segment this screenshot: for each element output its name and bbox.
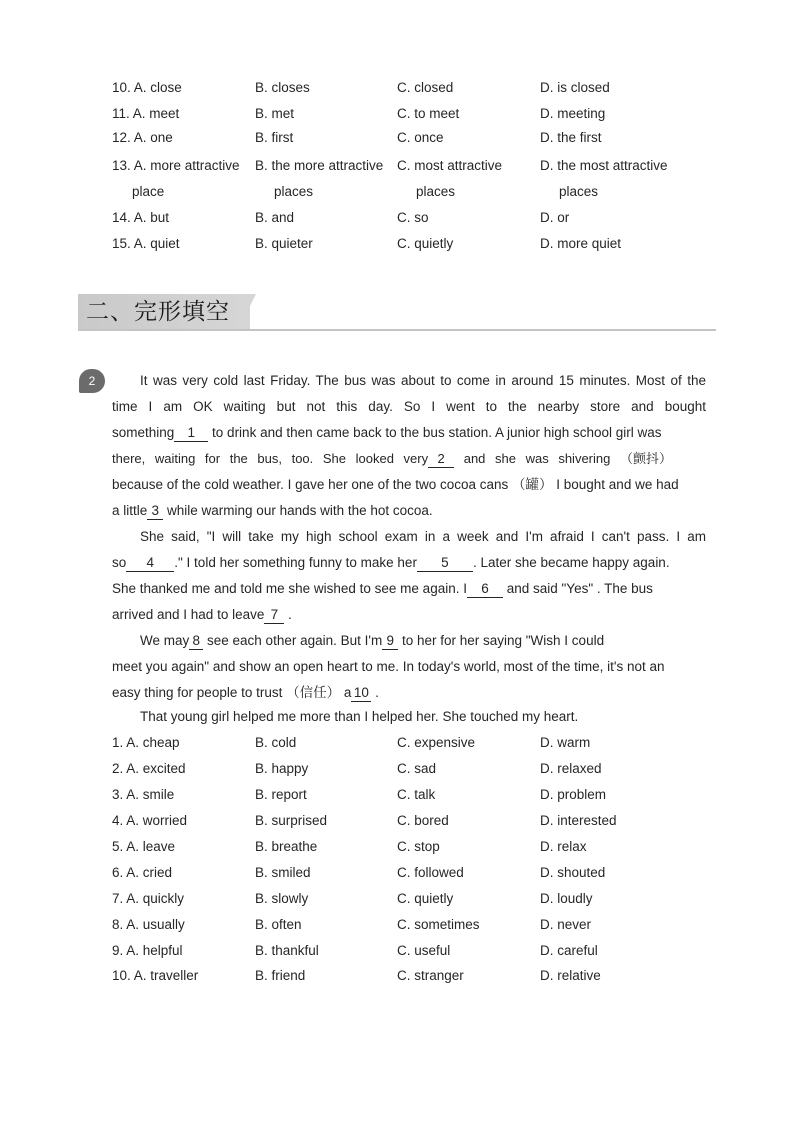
option-c: C. closed xyxy=(397,80,454,95)
passage-line xyxy=(112,448,706,470)
option-a: 12. A. one xyxy=(112,130,173,145)
section-title: 二、完形填空 xyxy=(86,299,230,325)
blank-8: 8 xyxy=(189,633,203,650)
option-d: D. is closed xyxy=(540,80,610,95)
passage-line xyxy=(112,630,706,652)
option-c: C. to meet xyxy=(397,106,460,121)
question-number-badge: 2 xyxy=(79,369,105,393)
option-b: B. quieter xyxy=(255,236,313,251)
option-row-6 xyxy=(112,863,712,883)
passage-text: while warming our hands with the hot cocoa. xyxy=(163,503,433,518)
passage-text: a little xyxy=(112,503,148,518)
option-a: 1. A. cheap xyxy=(112,735,180,750)
option-b: B. report xyxy=(255,787,307,802)
option-d: D. loudly xyxy=(540,891,593,906)
option-row-13 xyxy=(112,156,712,176)
passage-line xyxy=(112,370,706,392)
option-b: B. thankful xyxy=(255,943,319,958)
option-row-15 xyxy=(112,234,712,254)
option-b: B. happy xyxy=(255,761,309,776)
option-d: D. relative xyxy=(540,968,601,983)
passage-text: It was very cold last Friday. The bus was about to come in around 15 minutes. Most of the xyxy=(140,373,706,388)
passage-text: She said, "I will take my high school exam in a week and I'm afraid I can't pass. I am xyxy=(140,529,706,544)
option-a: 11. A. meet xyxy=(112,106,180,121)
passage-text: arrived and I had to leave xyxy=(112,607,265,622)
option-d: D. problem xyxy=(540,787,607,802)
option-d: D. or xyxy=(540,210,570,225)
option-row-14 xyxy=(112,208,712,228)
passage-line xyxy=(112,422,706,444)
section-header-band-tail xyxy=(238,294,256,330)
passage-line xyxy=(112,500,706,522)
option-a: 15. A. quiet xyxy=(112,236,180,251)
passage-line xyxy=(112,578,706,600)
passage-text: We may xyxy=(140,633,190,648)
option-row-13-cont xyxy=(112,182,712,202)
option-b: B. friend xyxy=(255,968,306,983)
passage-line xyxy=(112,396,706,418)
blank-3: 3 xyxy=(147,503,163,520)
option-c: C. sad xyxy=(397,761,437,776)
option-c: C. once xyxy=(397,130,444,145)
option-row-8 xyxy=(112,915,712,935)
option-row-12 xyxy=(112,128,712,148)
passage-line xyxy=(112,474,706,496)
passage-text: to her for her saying "Wish I could xyxy=(398,633,605,648)
option-b: B. smiled xyxy=(255,865,311,880)
option-d-cont: places xyxy=(559,184,599,199)
option-d: D. meeting xyxy=(540,106,606,121)
option-c: C. expensive xyxy=(397,735,476,750)
option-c: C. sometimes xyxy=(397,917,480,932)
option-d: D. the most attractive xyxy=(540,158,668,173)
option-a: 2. A. excited xyxy=(112,761,186,776)
option-d: D. shouted xyxy=(540,865,606,880)
option-d: D. relax xyxy=(540,839,587,854)
passage-line xyxy=(112,656,706,678)
blank-1: 1 xyxy=(174,425,208,442)
option-c: C. quietly xyxy=(397,891,454,906)
option-d: D. warm xyxy=(540,735,591,750)
section-header xyxy=(78,294,716,332)
option-a: 8. A. usually xyxy=(112,917,185,932)
blank-10: 10 xyxy=(351,685,371,702)
option-b: B. and xyxy=(255,210,295,225)
passage-text: easy thing for people to trust （信任） a xyxy=(112,685,352,700)
option-row-11 xyxy=(112,104,712,124)
option-a: 4. A. worried xyxy=(112,813,188,828)
option-c: C. useful xyxy=(397,943,451,958)
passage-text: . xyxy=(284,607,292,622)
passage-line xyxy=(112,526,706,548)
passage-text: and she was shivering （颤抖） xyxy=(454,451,672,466)
option-d: D. the first xyxy=(540,130,602,145)
passage-text: something xyxy=(112,425,175,440)
passage-line xyxy=(112,682,706,704)
blank-7: 7 xyxy=(264,607,284,624)
option-row-9 xyxy=(112,941,712,961)
passage-line xyxy=(112,604,706,626)
option-row-1 xyxy=(112,733,712,753)
option-d: D. more quiet xyxy=(540,236,622,251)
blank-4: 4 xyxy=(126,555,174,572)
option-d: D. relaxed xyxy=(540,761,602,776)
passage-text: That young girl helped me more than I helped her. She touched my heart. xyxy=(140,709,579,724)
option-b: B. often xyxy=(255,917,302,932)
option-d: D. interested xyxy=(540,813,617,828)
option-c: C. followed xyxy=(397,865,464,880)
option-b: B. surprised xyxy=(255,813,328,828)
option-a: 14. A. but xyxy=(112,210,170,225)
option-a: 7. A. quickly xyxy=(112,891,185,906)
option-a: 9. A. helpful xyxy=(112,943,183,958)
option-a: 10. A. traveller xyxy=(112,968,199,983)
passage-text: She thanked me and told me she wished to see me again. I xyxy=(112,581,467,596)
option-c: C. talk xyxy=(397,787,436,802)
blank-6: 6 xyxy=(467,581,503,598)
option-b: B. breathe xyxy=(255,839,318,854)
option-a: 10. A. close xyxy=(112,80,182,95)
option-b: B. cold xyxy=(255,735,297,750)
option-b: B. slowly xyxy=(255,891,309,906)
passage-text: because of the cold weather. I gave her one of the two cocoa cans （罐） I bought and we had xyxy=(112,477,679,492)
passage-line xyxy=(112,552,706,574)
option-c: C. so xyxy=(397,210,429,225)
option-d: D. careful xyxy=(540,943,598,958)
option-c: C. quietly xyxy=(397,236,454,251)
option-b: B. the more attractive xyxy=(255,158,384,173)
passage-text: meet you again" and show an open heart to me. In today's world, most of the time, it's not an xyxy=(112,659,665,674)
option-c: C. most attractive xyxy=(397,158,503,173)
passage-text: there, waiting for the bus, too. She looked very xyxy=(112,451,429,466)
option-b: B. met xyxy=(255,106,295,121)
option-row-3 xyxy=(112,785,712,805)
passage-line xyxy=(112,706,706,728)
option-a: 5. A. leave xyxy=(112,839,176,854)
option-d: D. never xyxy=(540,917,592,932)
blank-9: 9 xyxy=(382,633,398,650)
passage-text: see each other again. But I'm xyxy=(203,633,383,648)
passage-text: to drink and then came back to the bus station. A junior high school girl was xyxy=(208,425,662,440)
option-b-cont: places xyxy=(274,184,314,199)
option-a-cont: place xyxy=(132,184,165,199)
passage-text: and said "Yes" . The bus xyxy=(502,581,653,596)
passage-text: . xyxy=(371,685,379,700)
option-row-10 xyxy=(112,78,712,98)
option-a: 3. A. smile xyxy=(112,787,175,802)
option-row-5 xyxy=(112,837,712,857)
blank-5: 5 xyxy=(417,555,473,572)
passage-text: ." I told her something funny to make her xyxy=(174,555,417,570)
passage-text: so xyxy=(112,555,127,570)
option-a: 13. A. more attractive xyxy=(112,158,240,173)
option-c: C. bored xyxy=(397,813,449,828)
section-rule xyxy=(78,329,716,331)
option-row-7 xyxy=(112,889,712,909)
passage-text: . Later she became happy again. xyxy=(472,555,670,570)
option-c: C. stop xyxy=(397,839,440,854)
option-c: C. stranger xyxy=(397,968,464,983)
passage-text: time I am OK waiting but not this day. So I went to the nearby store and bought xyxy=(112,399,706,414)
option-b: B. first xyxy=(255,130,294,145)
blank-2: 2 xyxy=(428,451,454,468)
option-a: 6. A. cried xyxy=(112,865,173,880)
option-row-4 xyxy=(112,811,712,831)
option-row-2 xyxy=(112,759,712,779)
option-row-10b xyxy=(112,966,712,986)
option-c-cont: places xyxy=(416,184,456,199)
option-b: B. closes xyxy=(255,80,310,95)
